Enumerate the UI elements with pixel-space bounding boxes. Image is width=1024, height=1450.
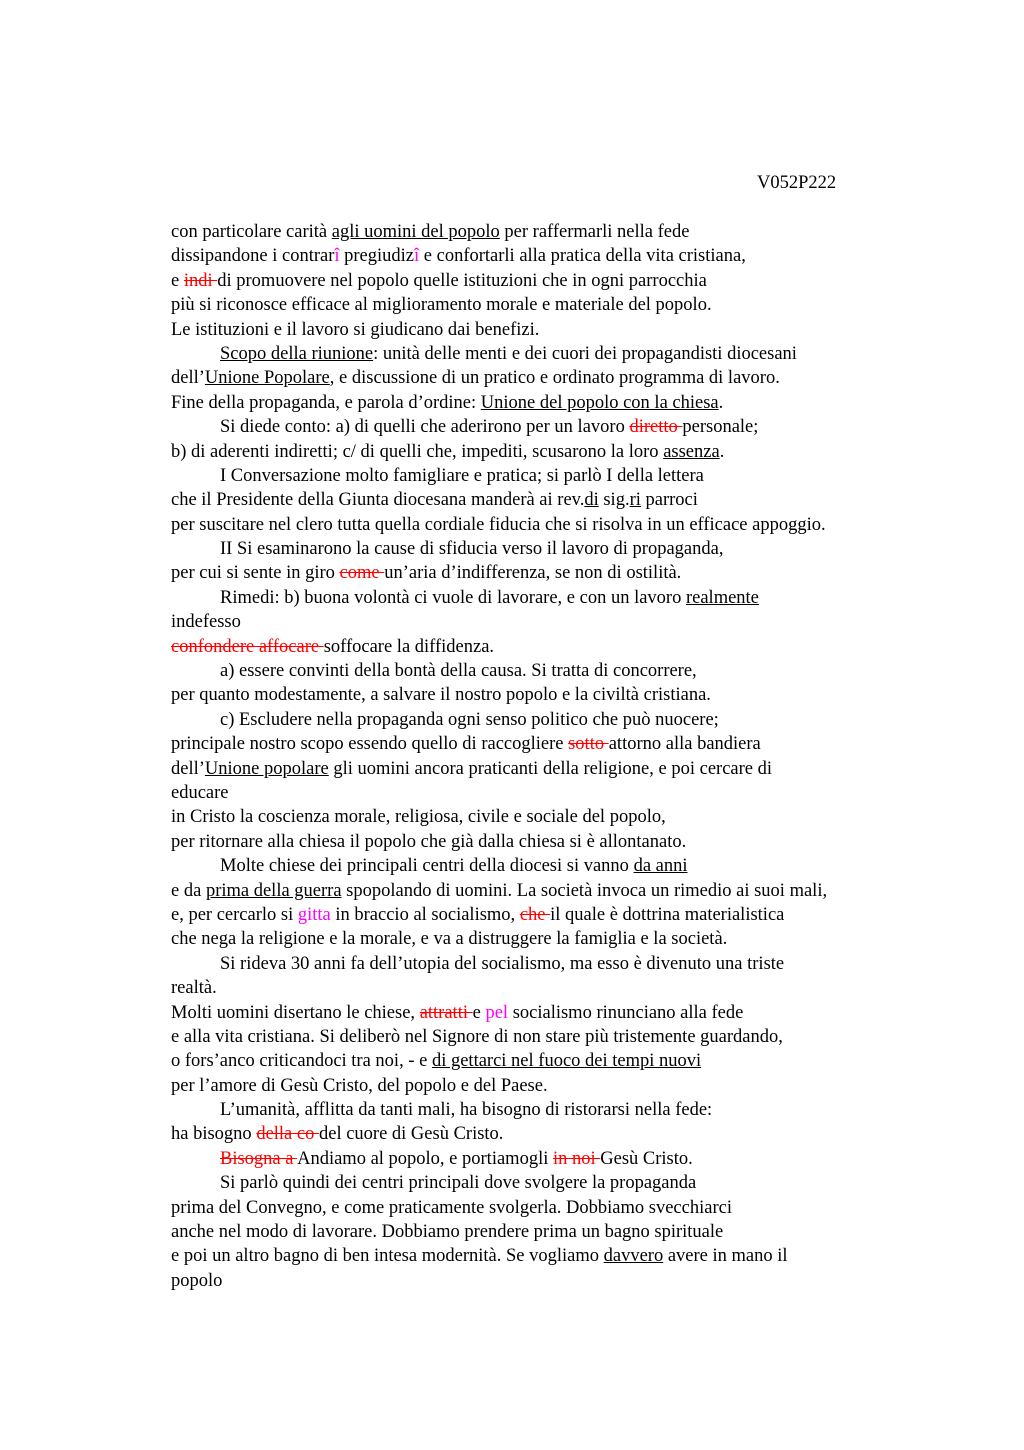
underlined-text: Unione del popolo con la chiesa	[480, 392, 719, 413]
text-line	[171, 1098, 931, 1122]
text-segment: sig.	[598, 490, 630, 511]
deleted-text: della co	[256, 1124, 319, 1145]
text-segment: c) Escludere nella propaganda ogni senso politico che può nuocere;	[220, 709, 719, 730]
underlined-text: realmente	[685, 587, 759, 608]
text-segment: un’aria d’indifferenza, se non di ostilità.	[384, 563, 682, 584]
deleted-text: confondere affocare	[171, 636, 324, 657]
text-segment: Si rideva 30 anni fa dell’utopia del socialismo, ma esso è divenuto una triste	[220, 953, 785, 974]
deleted-text: come	[339, 563, 385, 584]
text-segment: pregiudiz	[339, 246, 415, 267]
text-line	[171, 293, 931, 317]
text-segment: per l’amore di Gesù Cristo, del popolo e del Paese.	[171, 1075, 548, 1096]
text-line	[171, 488, 931, 512]
text-line	[171, 1049, 931, 1073]
text-line	[171, 683, 931, 707]
text-line	[171, 1220, 931, 1244]
deleted-text: indi	[183, 270, 218, 291]
text-line	[171, 659, 931, 683]
underlined-text: ri	[629, 490, 641, 511]
text-segment: .	[718, 392, 724, 413]
text-line	[171, 757, 931, 781]
text-segment: Gesù Cristo.	[600, 1148, 693, 1169]
text-segment: e poi un altro bagno di ben intesa modernità. Se vogliamo	[171, 1246, 604, 1267]
text-line	[171, 1147, 931, 1171]
text-line	[171, 879, 931, 903]
underlined-text: Unione popolare	[204, 758, 329, 779]
text-line	[171, 805, 931, 829]
text-segment: in braccio al socialismo,	[330, 904, 520, 925]
inserted-text: gitta	[297, 904, 331, 925]
text-segment: personale;	[682, 417, 759, 438]
text-segment: Andiamo al popolo, e portiamogli	[297, 1148, 553, 1169]
text-line	[171, 513, 931, 537]
text-line	[171, 1171, 931, 1195]
text-line	[171, 635, 931, 659]
text-line	[171, 708, 931, 732]
text-line	[171, 366, 931, 390]
text-line	[171, 1196, 931, 1220]
text-segment: e	[171, 270, 184, 291]
text-segment: Molte chiese dei principali centri della diocesi si vanno	[220, 856, 634, 877]
text-line	[171, 927, 931, 951]
text-segment: Si parlò quindi dei centri principali dove svolgere la propaganda	[220, 1173, 697, 1194]
inserted-text: î	[414, 246, 420, 267]
text-segment: realtà.	[171, 978, 217, 999]
text-segment: ha bisogno	[171, 1124, 257, 1145]
inserted-text: î	[334, 246, 340, 267]
text-line	[171, 1001, 931, 1025]
text-line	[171, 220, 931, 244]
text-line	[171, 440, 931, 464]
text-line	[171, 391, 931, 415]
text-line	[171, 537, 931, 561]
text-segment: dell’	[171, 758, 205, 779]
text-segment: Molti uomini disertano le chiese,	[171, 1002, 420, 1023]
text-line	[171, 952, 931, 976]
underlined-text: davvero	[603, 1246, 664, 1267]
text-segment: Si diede conto: a) di quelli che aderirono per un lavoro	[220, 417, 630, 438]
text-segment: per raffermarli nella fede	[499, 222, 690, 242]
text-segment: o fors’anco criticandoci tra noi, - e	[171, 1051, 432, 1072]
text-line	[171, 732, 931, 756]
text-segment: principale nostro scopo essendo quello di raccogliere	[171, 734, 569, 755]
text-line	[171, 415, 931, 439]
text-segment: per quanto modestamente, a salvare il nostro popolo e la civiltà cristiana.	[171, 685, 711, 706]
text-segment: spopolando di uomini. La società invoca un rimedio ai suoi mali,	[341, 880, 828, 901]
underlined-text: Scopo della riunione	[220, 343, 374, 364]
text-segment: soffocare la diffidenza.	[323, 636, 495, 657]
text-segment: che il Presidente della Giunta diocesana manderà ai rev.	[171, 490, 585, 511]
text-segment: I Conversazione molto famigliare e pratica; si parlò I della lettera	[220, 465, 704, 486]
text-segment: b) di aderenti indiretti; c/ di quelli che, impediti, scusarono la loro	[171, 441, 664, 462]
text-line	[171, 561, 931, 585]
text-line	[171, 830, 931, 854]
text-line	[171, 318, 931, 342]
text-line	[171, 781, 931, 805]
deleted-text: Bisogna a	[220, 1148, 298, 1169]
document-body	[171, 220, 931, 1293]
text-line	[171, 464, 931, 488]
text-segment: il quale è dottrina materialistica	[550, 904, 785, 925]
text-segment: e confortarli alla pratica della vita cristiana,	[419, 246, 746, 267]
deleted-text: sotto	[568, 734, 609, 755]
text-line	[171, 1074, 931, 1098]
text-line	[171, 1269, 931, 1293]
underlined-text: prima della guerra	[205, 880, 342, 901]
text-segment: .	[719, 441, 725, 462]
underlined-text: di gettarci nel fuoco dei tempi nuovi	[431, 1051, 702, 1072]
underlined-text: da anni	[633, 856, 688, 877]
text-segment: gli uomini ancora praticanti della religione, e poi cercare di	[328, 758, 773, 779]
text-line	[171, 903, 931, 927]
text-line	[171, 1025, 931, 1049]
inserted-text: pel	[485, 1002, 509, 1023]
text-segment: parroci	[640, 490, 698, 511]
text-segment: Le istituzioni e il lavoro si giudicano dai benefizi.	[171, 319, 540, 340]
text-segment: : unità delle menti e dei cuori dei propagandisti diocesani	[373, 343, 797, 364]
text-segment: con particolare carità	[171, 222, 332, 242]
text-line	[171, 1244, 931, 1268]
deleted-text: attratti	[419, 1002, 473, 1023]
text-segment: anche nel modo di lavorare. Dobbiamo prendere prima un bagno spirituale	[171, 1222, 724, 1243]
text-line	[171, 244, 931, 268]
underlined-text: di	[584, 490, 599, 511]
text-segment: dell’	[171, 368, 205, 389]
text-line	[171, 976, 931, 1000]
underlined-text: agli uomini del popolo	[331, 222, 500, 242]
text-segment: per ritornare alla chiesa il popolo che già dalla chiesa si è allontanato.	[171, 831, 687, 852]
text-segment: Fine della propaganda, e parola d’ordine:	[171, 392, 481, 413]
underlined-text: Unione Popolare	[204, 368, 330, 389]
text-line	[171, 1122, 931, 1146]
text-segment: II Si esaminarono la cause di sfiducia verso il lavoro di propaganda,	[220, 539, 724, 560]
text-line	[171, 610, 931, 634]
text-segment: a) essere convinti della bontà della causa. Si tratta di concorrere,	[220, 661, 697, 682]
text-segment: del cuore di Gesù Cristo.	[318, 1124, 504, 1145]
text-segment: popolo	[171, 1270, 223, 1291]
text-line	[171, 269, 931, 293]
text-line	[171, 586, 931, 610]
text-segment: per suscitare nel clero tutta quella cordiale fiducia che si risolva in un efficace appoggio.	[171, 514, 826, 535]
page-identifier: V052P222	[757, 173, 837, 193]
text-segment: educare	[171, 782, 229, 803]
text-segment: e, per cercarlo si	[171, 904, 298, 925]
text-segment: in Cristo la coscienza morale, religiosa, civile e sociale del popolo,	[171, 807, 666, 828]
text-line	[171, 342, 931, 366]
text-segment: più si riconosce efficace al miglioramento morale e materiale del popolo.	[171, 295, 712, 316]
deleted-text: diretto	[629, 417, 683, 438]
text-segment: L’umanità, afflitta da tanti mali, ha bisogno di ristorarsi nella fede:	[220, 1100, 713, 1121]
text-segment: e	[472, 1002, 486, 1023]
text-segment: e da	[171, 880, 206, 901]
text-segment: socialismo rinunciano alla fede	[508, 1002, 744, 1023]
text-line	[171, 854, 931, 878]
text-segment: avere in mano il	[663, 1246, 788, 1267]
text-segment: e alla vita cristiana. Si deliberò nel Signore di non stare più tristemente guardando,	[171, 1026, 783, 1047]
text-segment: di promuovere nel popolo quelle istituzioni che in ogni parrocchia	[217, 270, 707, 291]
text-segment: per cui si sente in giro	[171, 563, 340, 584]
deleted-text: che	[519, 904, 551, 925]
text-segment: prima del Convegno, e come praticamente svolgerla. Dobbiamo svecchiarci	[171, 1197, 732, 1218]
text-segment: Rimedi: b) buona volontà ci vuole di lavorare, e con un lavoro	[220, 587, 686, 608]
text-segment: attorno alla bandiera	[608, 734, 761, 755]
text-segment: , e discussione di un pratico e ordinato programma di lavoro.	[329, 368, 780, 389]
deleted-text: in noi	[552, 1148, 601, 1169]
underlined-text: assenza	[663, 441, 720, 462]
text-segment: indefesso	[171, 612, 241, 633]
text-segment: che nega la religione e la morale, e va a distruggere la famiglia e la società.	[171, 929, 728, 950]
text-segment: dissipandone i contrar	[171, 246, 335, 267]
